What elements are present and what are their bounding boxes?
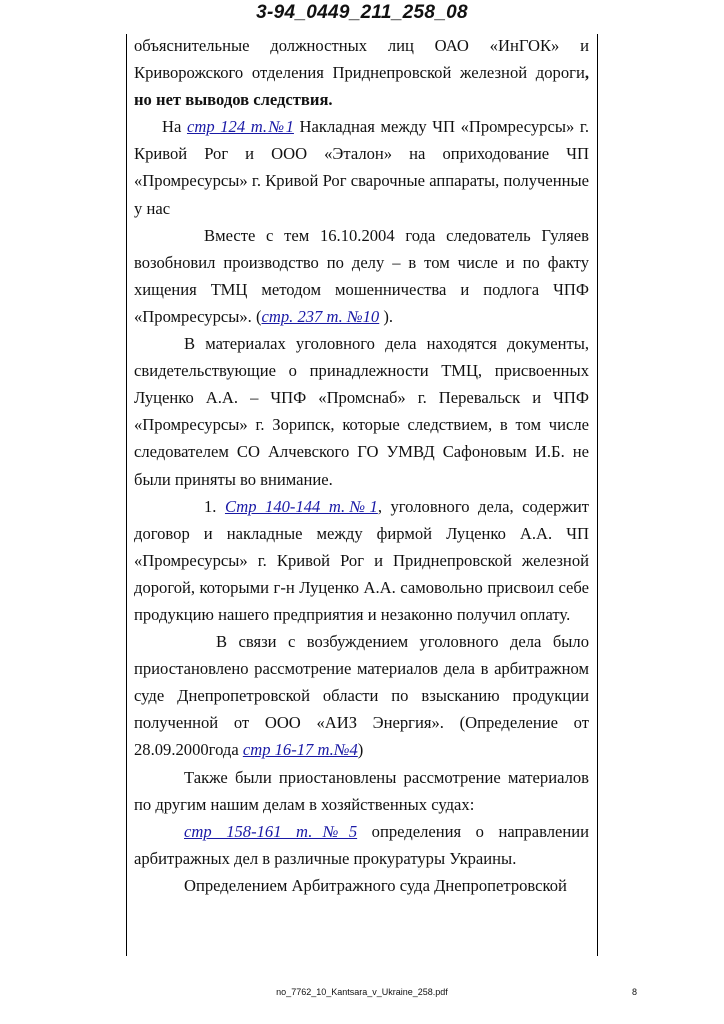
document-header-title: 3-94_0449_211_258_08 bbox=[256, 2, 468, 23]
reference-link-p124[interactable]: стр 124 т.№1 bbox=[186, 117, 294, 137]
reference-link-p140[interactable]: Стр 140-144 т.№1 bbox=[224, 496, 378, 516]
paragraph-6: В связи с возбуждением уголовного дела было приостановлено рассмотрение материалов дела в арбитражном суде Днепропетровской области по взысканию продукции полученной от ООО «АИЗ Энергия». (Определение от 28.09.2000года стр 16-17 т.№4) bbox=[134, 632, 589, 760]
document-body bbox=[134, 32, 589, 899]
paragraph-8: стр 158-161 т.№5 определения о направлении арбитражных дел в различные прокуратуры Украины. bbox=[134, 821, 589, 868]
paragraph-2: На стр 124 т.№1 Накладная между ЧП «Промресурсы» г. Кривой Рог и ООО «Эталон» на оприходование ЧП «Промресурсы» г. Кривой Рог сварочные аппараты, полученные у нас bbox=[134, 117, 589, 218]
paragraph-3: Вместе с тем 16.10.2004 года следователь Гуляев возобновил производство по делу – в том числе и по факту хищения ТМЦ методом мошенничества и подлога ЧПФ «Промресурсы». (стр. 237 т. №10 ). bbox=[134, 225, 589, 326]
reference-link-p16[interactable]: стр 16-17 т.№4 bbox=[242, 740, 358, 760]
paragraph-5-list-item: 1. Стр 140-144 т.№1, уголовного дела, содержит договор и накладные между фирмой Луценко А.А. ЧП «Промресурсы» г. Кривой Рог и Приднепровской железной дорогой, которыми г-н Луценко А.А. самовольно присвоил себе продукцию нашего предприятия и незаконно получил оплату. bbox=[134, 496, 590, 624]
right-margin-rule bbox=[597, 34, 598, 956]
left-margin-rule bbox=[126, 34, 127, 956]
paragraph-1: объяснительные должностных лиц ОАО «ИнГОК» и Криворожского отделения Приднепровской железной дороги, но нет выводов следствия. bbox=[134, 36, 589, 110]
footer-filename: no_7762_10_Kantsara_v_Ukraine_258.pdf bbox=[276, 987, 448, 997]
paragraph-7: Также были приостановлены рассмотрение материалов по другим нашим делам в хозяйственных судах: bbox=[134, 767, 589, 814]
paragraph-9: Определением Арбитражного суда Днепропетровской bbox=[184, 875, 567, 895]
reference-link-p237[interactable]: стр. 237 т. №10 bbox=[261, 306, 380, 326]
page-number: 8 bbox=[632, 987, 638, 997]
reference-link-p158[interactable]: стр 158-161 т.№5 bbox=[184, 821, 358, 841]
paragraph-4: В материалах уголовного дела находятся документы, свидетельствующие о принадлежности ТМЦ, присвоенных Луценко А.А. – ЧПФ «Промснаб» г. Перевальск и ЧПФ «Промресурсы» г. Зорипск, которые следствием, в том числе следователем СО Алчевского ГО УМВД Сафоновым И.Б. не были приняты во внимание. bbox=[134, 334, 589, 489]
